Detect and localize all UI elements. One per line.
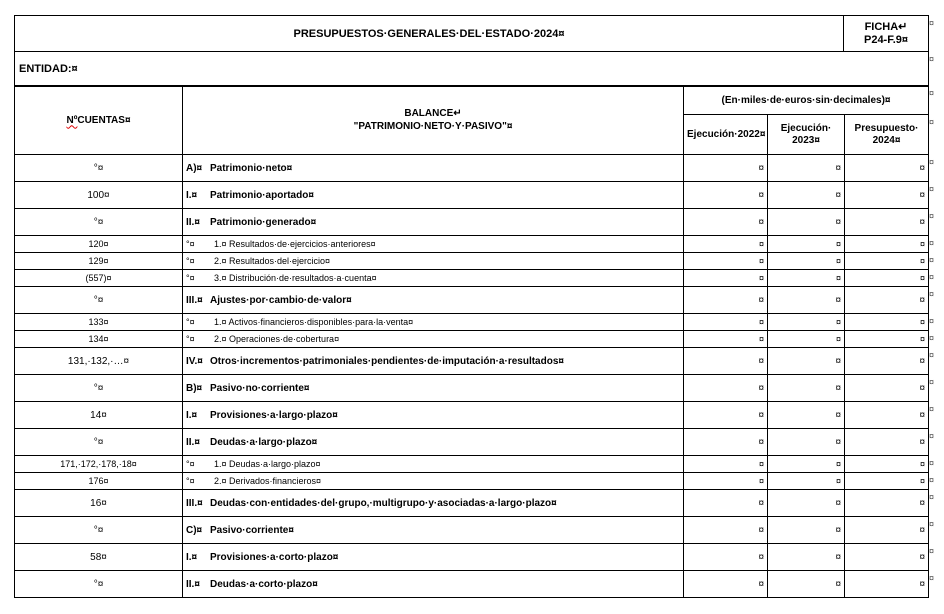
item-number: I.¤ — [186, 189, 198, 201]
table-row — [15, 209, 929, 236]
table-row — [15, 517, 929, 544]
account-number: 134¤ — [15, 331, 183, 348]
value-2022: ¤ — [684, 517, 768, 544]
item-label: Pasivo·corriente¤ — [210, 524, 294, 536]
value-2024: ¤ — [845, 456, 929, 473]
row-end-mark: ¤ — [929, 157, 935, 167]
value-2023: ¤ — [768, 209, 845, 236]
value-2022: ¤ — [684, 375, 768, 402]
value-2023: ¤ — [768, 517, 845, 544]
item-number: °¤ — [186, 476, 195, 486]
value-2022: ¤ — [684, 155, 768, 182]
value-2023: ¤ — [768, 571, 845, 598]
item-label: 2.¤ Operaciones·de·cobertura¤ — [214, 334, 340, 344]
value-2024: ¤ — [845, 236, 929, 253]
presupuesto-2024-line2: 2024¤ — [872, 134, 901, 146]
row-end-mark: ¤ — [929, 404, 935, 414]
item-number: III.¤ — [186, 294, 203, 306]
account-number: (557)¤ — [15, 270, 183, 287]
ejecucion-2023-line1: Ejecución· — [780, 122, 832, 134]
balance-item — [183, 456, 684, 473]
account-number: 58¤ — [15, 544, 183, 571]
account-number: °¤ — [15, 375, 183, 402]
presupuesto-2024-header — [845, 115, 929, 155]
header-table — [14, 15, 929, 87]
row-end-mark: ¤ — [929, 431, 935, 441]
presupuesto-2024-line1: Presupuesto· — [854, 122, 919, 134]
value-2022: ¤ — [684, 270, 768, 287]
item-number: I.¤ — [186, 551, 198, 563]
item-label: Patrimonio·aportado¤ — [210, 189, 314, 201]
row-end-mark: ¤ — [929, 519, 935, 529]
value-2024: ¤ — [845, 490, 929, 517]
ficha-code — [844, 16, 929, 52]
row-end-mark: ¤ — [929, 88, 935, 98]
account-number: °¤ — [15, 287, 183, 314]
item-number: C)¤ — [186, 524, 203, 536]
value-2024: ¤ — [845, 402, 929, 429]
balance-item — [183, 253, 684, 270]
value-2024: ¤ — [845, 314, 929, 331]
item-number: A)¤ — [186, 162, 203, 174]
value-2023: ¤ — [768, 253, 845, 270]
account-number: 131,·132,·…¤ — [15, 348, 183, 375]
value-2024: ¤ — [845, 375, 929, 402]
item-number: °¤ — [186, 239, 195, 249]
value-2023: ¤ — [768, 348, 845, 375]
table-row — [15, 429, 929, 456]
table-row — [15, 236, 929, 253]
account-number: 133¤ — [15, 314, 183, 331]
table-row — [15, 287, 929, 314]
table-row — [15, 375, 929, 402]
table-row — [15, 473, 929, 490]
balance-item — [183, 348, 684, 375]
value-2023: ¤ — [768, 331, 845, 348]
value-2023: ¤ — [768, 287, 845, 314]
value-2022: ¤ — [684, 473, 768, 490]
table-row — [15, 253, 929, 270]
balance-item — [183, 402, 684, 429]
account-number: °¤ — [15, 209, 183, 236]
row-end-mark: ¤ — [929, 492, 935, 502]
ejecucion-2023-header — [768, 115, 845, 155]
value-2023: ¤ — [768, 236, 845, 253]
row-end-mark: ¤ — [929, 377, 935, 387]
value-2022: ¤ — [684, 456, 768, 473]
item-number: I.¤ — [186, 409, 198, 421]
row-end-mark: ¤ — [929, 117, 935, 127]
row-end-mark: ¤ — [929, 272, 935, 282]
value-2024: ¤ — [845, 331, 929, 348]
value-2024: ¤ — [845, 287, 929, 314]
value-2023: ¤ — [768, 429, 845, 456]
row-end-mark: ¤ — [929, 573, 935, 583]
balance-item — [183, 270, 684, 287]
value-2022: ¤ — [684, 331, 768, 348]
value-2024: ¤ — [845, 209, 929, 236]
balance-line2: "PATRIMONIO·NETO·Y·PASIVO"¤ — [353, 121, 513, 132]
balance-item — [183, 517, 684, 544]
value-2023: ¤ — [768, 270, 845, 287]
item-label: 1.¤ Resultados·de·ejercicios·anteriores¤ — [214, 239, 376, 249]
value-2022: ¤ — [684, 429, 768, 456]
item-number: II.¤ — [186, 578, 200, 590]
row-end-mark: ¤ — [929, 316, 935, 326]
item-label: 3.¤ Distribución·de·resultados·a·cuenta¤ — [214, 273, 377, 283]
value-2022: ¤ — [684, 402, 768, 429]
value-2023: ¤ — [768, 375, 845, 402]
item-number: °¤ — [186, 273, 195, 283]
account-number: 129¤ — [15, 253, 183, 270]
table-row — [15, 331, 929, 348]
item-label: 1.¤ Activos·financieros·disponibles·para·la·venta¤ — [214, 317, 414, 327]
item-label: Ajustes·por·cambio·de·valor¤ — [210, 294, 352, 306]
value-2024: ¤ — [845, 517, 929, 544]
value-2023: ¤ — [768, 182, 845, 209]
balance-item — [183, 544, 684, 571]
table-row — [15, 456, 929, 473]
value-2022: ¤ — [684, 314, 768, 331]
table-row — [15, 270, 929, 287]
item-number: °¤ — [186, 459, 195, 469]
row-end-mark: ¤ — [929, 18, 935, 28]
account-number: °¤ — [15, 429, 183, 456]
account-number: 14¤ — [15, 402, 183, 429]
item-label: 2.¤ Resultados·del·ejercicio¤ — [214, 256, 331, 266]
account-number: °¤ — [15, 517, 183, 544]
balance-item — [183, 236, 684, 253]
row-end-mark: ¤ — [929, 475, 935, 485]
value-2024: ¤ — [845, 473, 929, 490]
value-2022: ¤ — [684, 209, 768, 236]
row-end-mark: ¤ — [929, 350, 935, 360]
account-number: °¤ — [15, 155, 183, 182]
item-number: °¤ — [186, 317, 195, 327]
item-number: °¤ — [186, 334, 195, 344]
item-label: Patrimonio·generado¤ — [210, 216, 317, 228]
row-end-mark: ¤ — [929, 458, 935, 468]
value-2022: ¤ — [684, 571, 768, 598]
item-number: B)¤ — [186, 382, 203, 394]
balance-line1: BALANCE↵ — [404, 108, 462, 119]
item-label: Deudas·a·largo·plazo¤ — [210, 436, 318, 448]
balance-item — [183, 209, 684, 236]
value-2022: ¤ — [684, 544, 768, 571]
value-2023: ¤ — [768, 155, 845, 182]
balance-item — [183, 331, 684, 348]
balance-item — [183, 155, 684, 182]
item-number: IV.¤ — [186, 355, 203, 367]
row-end-mark: ¤ — [929, 238, 935, 248]
value-2023: ¤ — [768, 456, 845, 473]
value-2024: ¤ — [845, 348, 929, 375]
value-2022: ¤ — [684, 253, 768, 270]
table-row — [15, 348, 929, 375]
row-end-mark: ¤ — [929, 289, 935, 299]
table-row — [15, 490, 929, 517]
item-label: Deudas·con·entidades·del·grupo,·multigrupo·y·asociadas·a·largo·plazo¤ — [210, 497, 557, 509]
item-number: °¤ — [186, 256, 195, 266]
balance-item — [183, 314, 684, 331]
balance-item — [183, 182, 684, 209]
cuentas-label: CUENTAS¤ — [77, 114, 131, 126]
row-end-mark: ¤ — [929, 333, 935, 343]
accounts-header — [15, 86, 183, 155]
row-end-mark: ¤ — [929, 54, 935, 64]
account-number: 100¤ — [15, 182, 183, 209]
balance-item — [183, 490, 684, 517]
value-2024: ¤ — [845, 429, 929, 456]
item-label: 2.¤ Derivados·financieros¤ — [214, 476, 322, 486]
value-2023: ¤ — [768, 473, 845, 490]
balance-item — [183, 375, 684, 402]
ejecucion-2023-line2: 2023¤ — [792, 134, 820, 146]
row-end-mark: ¤ — [929, 211, 935, 221]
item-label: Pasivo·no·corriente¤ — [210, 382, 310, 394]
value-2024: ¤ — [845, 571, 929, 598]
value-2022: ¤ — [684, 348, 768, 375]
table-row — [15, 402, 929, 429]
value-2022: ¤ — [684, 287, 768, 314]
item-number: II.¤ — [186, 436, 200, 448]
account-number: °¤ — [15, 571, 183, 598]
value-2023: ¤ — [768, 544, 845, 571]
value-2023: ¤ — [768, 314, 845, 331]
row-end-mark: ¤ — [929, 255, 935, 265]
account-number: 16¤ — [15, 490, 183, 517]
value-2023: ¤ — [768, 402, 845, 429]
balance-header — [183, 86, 684, 155]
item-label: 1.¤ Deudas·a·largo·plazo¤ — [214, 459, 321, 469]
item-label: Deudas·a·corto·plazo¤ — [210, 578, 318, 590]
table-row — [15, 544, 929, 571]
item-label: Provisiones·a·corto·plazo¤ — [210, 551, 339, 563]
item-number: III.¤ — [186, 497, 203, 509]
value-2024: ¤ — [845, 253, 929, 270]
account-number: 171,·172,·178,·18¤ — [15, 456, 183, 473]
value-2022: ¤ — [684, 182, 768, 209]
balance-item — [183, 429, 684, 456]
ejecucion-2022-header: Ejecución·2022¤ — [684, 115, 768, 155]
account-number: 176¤ — [15, 473, 183, 490]
ficha-line2: P24-F.9¤ — [863, 33, 909, 46]
table-row — [15, 155, 929, 182]
table-row — [15, 314, 929, 331]
item-number: II.¤ — [186, 216, 200, 228]
item-label: Patrimonio·neto¤ — [210, 162, 293, 174]
balance-item — [183, 287, 684, 314]
value-2022: ¤ — [684, 236, 768, 253]
value-2023: ¤ — [768, 490, 845, 517]
account-number: 120¤ — [15, 236, 183, 253]
numero-prefix: Nº — [66, 114, 78, 126]
entidad-label: ENTIDAD:¤ — [15, 52, 929, 87]
value-2024: ¤ — [845, 155, 929, 182]
item-label: Otros·incrementos·patrimoniales·pendientes·de·imputación·a·resultados¤ — [210, 355, 564, 367]
row-end-mark: ¤ — [929, 546, 935, 556]
table-row — [15, 571, 929, 598]
value-2024: ¤ — [845, 182, 929, 209]
value-2024: ¤ — [845, 270, 929, 287]
balance-table — [14, 85, 929, 598]
document-title: PRESUPUESTOS·GENERALES·DEL·ESTADO·2024¤ — [15, 16, 844, 52]
table-row — [15, 182, 929, 209]
value-2022: ¤ — [684, 490, 768, 517]
item-label: Provisiones·a·largo·plazo¤ — [210, 409, 338, 421]
balance-item — [183, 571, 684, 598]
row-end-mark: ¤ — [929, 184, 935, 194]
value-2024: ¤ — [845, 544, 929, 571]
units-note: (En·miles·de·euros·sin·decimales)¤ — [684, 86, 929, 115]
ficha-line1: FICHA↵ — [864, 20, 908, 33]
balance-item — [183, 473, 684, 490]
